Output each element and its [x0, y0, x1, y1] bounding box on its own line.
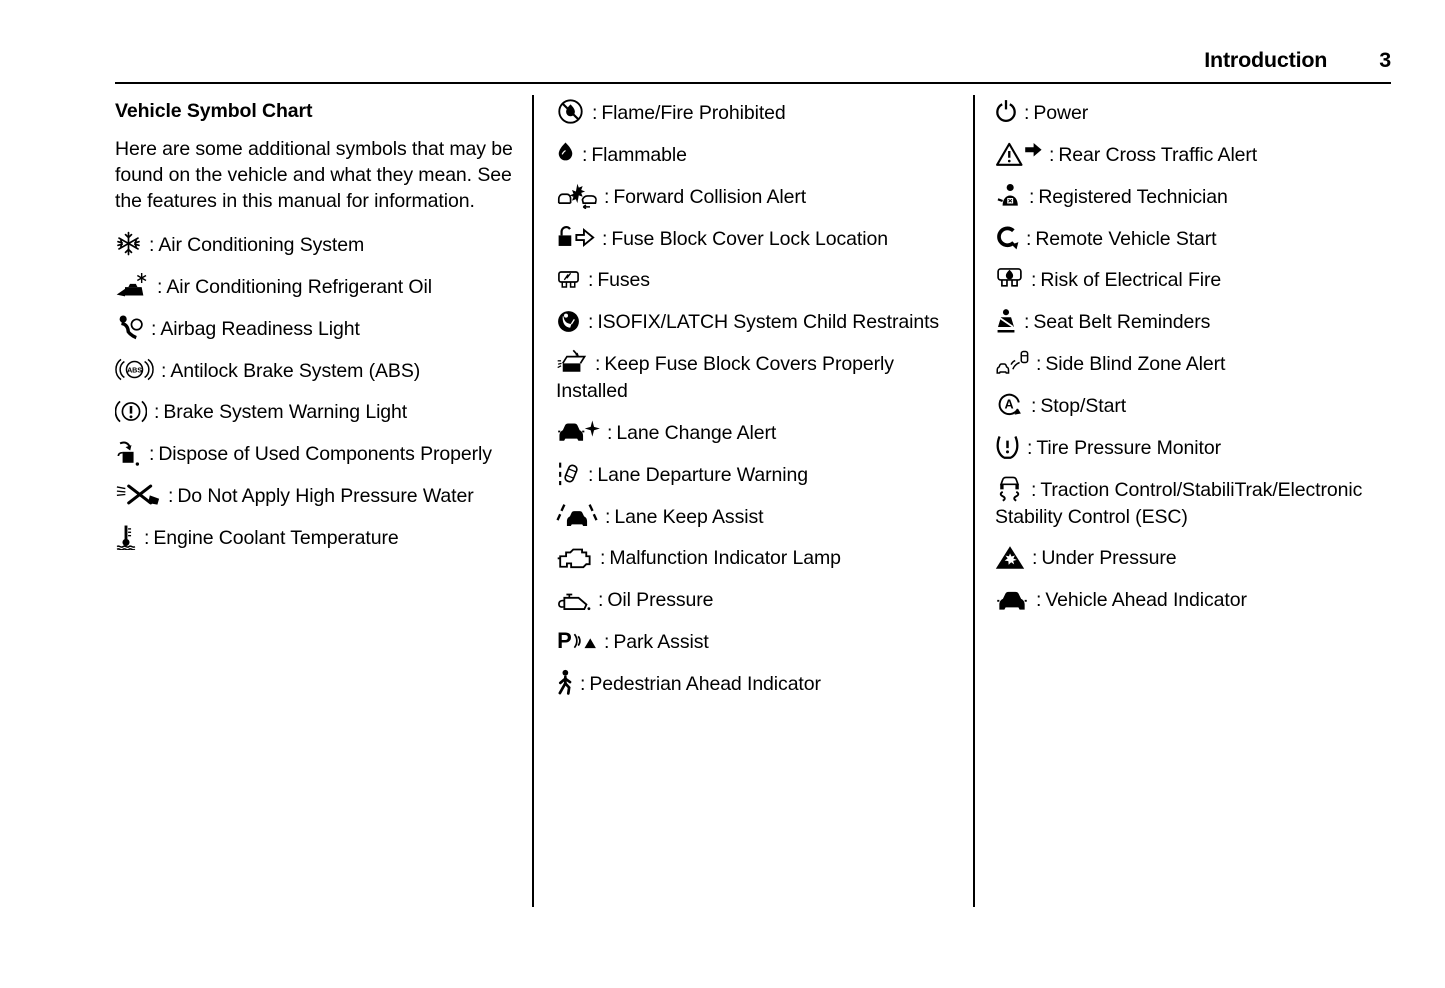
header-rule: [115, 82, 1391, 84]
no-high-pressure-water-icon: [115, 481, 161, 508]
tire-pressure-icon: [995, 433, 1020, 460]
symbol-item: : Traction Control/StabiliTrak/Electronic Stability Control (ESC): [995, 477, 1407, 531]
symbol-item: : Malfunction Indicator Lamp: [556, 545, 960, 572]
symbol-label: Rear Cross Traffic Alert: [1058, 143, 1258, 166]
symbol-item: : Air Conditioning Refrigerant Oil: [115, 274, 513, 301]
symbol-item: : Fuse Block Cover Lock Location: [556, 226, 960, 253]
symbol-item: : Side Blind Zone Alert: [995, 351, 1407, 378]
right-column: [995, 100, 1407, 629]
symbol-item: : Antilock Brake System (ABS): [115, 358, 513, 385]
symbol-label: Forward Collision Alert: [613, 185, 807, 208]
brake-warning-icon: [115, 398, 147, 425]
symbol-item: : Air Conditioning System: [115, 232, 513, 259]
symbol-label: Vehicle Ahead Indicator: [1045, 589, 1247, 612]
under-pressure-icon: [995, 544, 1025, 571]
symbol-label: Oil Pressure: [607, 589, 714, 612]
symbol-label: Traction Control/StabiliTrak/Electronic Stability Control (ESC): [995, 478, 1363, 528]
fuse-lock-icon: [556, 224, 595, 251]
symbol-item: : Oil Pressure: [556, 587, 960, 614]
symbol-label: Air Conditioning System: [158, 234, 365, 256]
symbol-label: Fuse Block Cover Lock Location: [611, 227, 888, 250]
left-column: [115, 100, 513, 567]
symbol-label: Airbag Readiness Light: [160, 317, 360, 340]
symbol-label: Remote Vehicle Start: [1035, 227, 1217, 250]
symbol-item: : Engine Coolant Temperature: [115, 525, 513, 552]
symbol-item: : Keep Fuse Block Covers Properly Installed: [556, 351, 960, 405]
registered-technician-icon: [995, 182, 1022, 209]
engine-mil-icon: [556, 544, 593, 571]
symbol-label: Side Blind Zone Alert: [1045, 353, 1226, 376]
symbol-label: ISOFIX/LATCH System Child Restraints: [597, 311, 940, 334]
column-divider: [973, 95, 975, 907]
symbol-item: : Vehicle Ahead Indicator: [995, 587, 1407, 614]
symbol-item: : Registered Technician: [995, 184, 1407, 211]
forward-collision-icon: [556, 182, 597, 209]
snowflake-icon: [115, 230, 142, 257]
traction-control-icon: [995, 475, 1024, 502]
stop-start-icon: [995, 391, 1024, 418]
symbol-item: : Fuses: [556, 267, 960, 294]
symbol-item: : Rear Cross Traffic Alert: [995, 142, 1407, 169]
symbol-item: : ISOFIX/LATCH System Child Restraints: [556, 309, 960, 336]
airbag-readiness-icon: [115, 314, 144, 341]
oil-pressure-icon: [556, 586, 591, 613]
symbol-label: Stop/Start: [1040, 394, 1127, 417]
lane-departure-icon: [556, 460, 581, 487]
symbol-label: Air Conditioning Refrigerant Oil: [166, 275, 432, 298]
symbol-label: Seat Belt Reminders: [1033, 311, 1211, 334]
abs-icon: [115, 356, 154, 383]
symbol-item: : Power: [995, 100, 1407, 127]
symbol-item: : Airbag Readiness Light: [115, 316, 513, 343]
symbol-item: : Stop/Start: [995, 393, 1407, 420]
page-number: 3: [1379, 48, 1391, 72]
middle-column: [556, 100, 960, 713]
symbol-label: Risk of Electrical Fire: [1040, 269, 1222, 292]
seat-belt-icon: [995, 308, 1017, 335]
intro-paragraph: Here are some additional symbols that may be found on the vehicle and what they mean. See the features in this manual for information.: [115, 138, 513, 212]
symbol-item: : Seat Belt Reminders: [995, 309, 1407, 336]
symbol-item: : Do Not Apply High Pressure Water: [115, 483, 513, 510]
symbol-label: Engine Coolant Temperature: [153, 526, 399, 549]
symbol-item: : Park Assist: [556, 629, 960, 656]
symbol-label: Pedestrian Ahead Indicator: [589, 672, 821, 695]
symbol-label: Park Assist: [613, 631, 709, 654]
lane-keep-icon: [556, 502, 598, 529]
fuse-icon: [556, 266, 581, 293]
lane-change-icon: [556, 418, 600, 445]
rear-cross-traffic-icon: [995, 140, 1042, 167]
pedestrian-icon: [556, 669, 573, 696]
symbol-item: : Flammable: [556, 142, 960, 169]
symbol-label: Flame/Fire Prohibited: [601, 102, 786, 124]
symbol-label: Do Not Apply High Pressure Water: [177, 485, 474, 508]
remote-start-icon: [995, 224, 1019, 251]
flame-prohibited-icon: [556, 98, 585, 125]
symbol-item: : Pedestrian Ahead Indicator: [556, 671, 960, 698]
symbol-item: : Forward Collision Alert: [556, 184, 960, 211]
symbol-label: Lane Change Alert: [616, 421, 777, 444]
electrical-fire-icon: [995, 266, 1024, 293]
symbol-item: : Remote Vehicle Start: [995, 226, 1407, 253]
symbol-label: Dispose of Used Components Properly: [158, 443, 492, 466]
symbol-item: : Lane Departure Warning: [556, 462, 960, 489]
symbol-label: Lane Keep Assist: [614, 505, 764, 528]
symbol-item: : Lane Keep Assist: [556, 504, 960, 531]
section-heading: Vehicle Symbol Chart: [115, 100, 313, 122]
park-assist-icon: [556, 627, 597, 654]
symbol-item: : Under Pressure: [995, 545, 1407, 572]
symbol-item: : Lane Change Alert: [556, 420, 960, 447]
symbol-label: Tire Pressure Monitor: [1036, 436, 1221, 459]
symbol-label: Brake System Warning Light: [163, 401, 408, 424]
symbol-label: Antilock Brake System (ABS): [170, 359, 421, 382]
symbol-item: : Tire Pressure Monitor: [995, 435, 1407, 462]
symbol-label: Malfunction Indicator Lamp: [609, 547, 841, 570]
page-header: [1204, 48, 1391, 73]
refrigerant-oil-icon: [115, 272, 150, 299]
dispose-components-icon: [115, 440, 142, 467]
symbol-label: Registered Technician: [1038, 185, 1228, 208]
symbol-item: : Flame/Fire Prohibited: [556, 100, 960, 127]
column-divider: [532, 95, 534, 907]
power-icon: [995, 98, 1017, 125]
symbol-label: Keep Fuse Block Covers Properly Installed: [556, 353, 894, 403]
blind-zone-icon: [995, 349, 1029, 376]
fuse-cover-icon: [556, 349, 588, 376]
flammable-icon: [556, 140, 575, 167]
symbol-label: Fuses: [597, 269, 650, 292]
section-title: Introduction: [1204, 48, 1328, 72]
symbol-label: Under Pressure: [1041, 547, 1177, 570]
symbol-item: : Brake System Warning Light: [115, 399, 513, 426]
symbol-label: Power: [1033, 102, 1089, 124]
symbol-item: : Risk of Electrical Fire: [995, 267, 1407, 294]
vehicle-ahead-icon: [995, 586, 1029, 613]
isofix-latch-icon: [556, 308, 581, 335]
symbol-item: : Dispose of Used Components Properly: [115, 441, 513, 468]
coolant-temperature-icon: [115, 523, 137, 550]
symbol-label: Flammable: [591, 143, 687, 166]
symbol-label: Lane Departure Warning: [597, 463, 808, 486]
